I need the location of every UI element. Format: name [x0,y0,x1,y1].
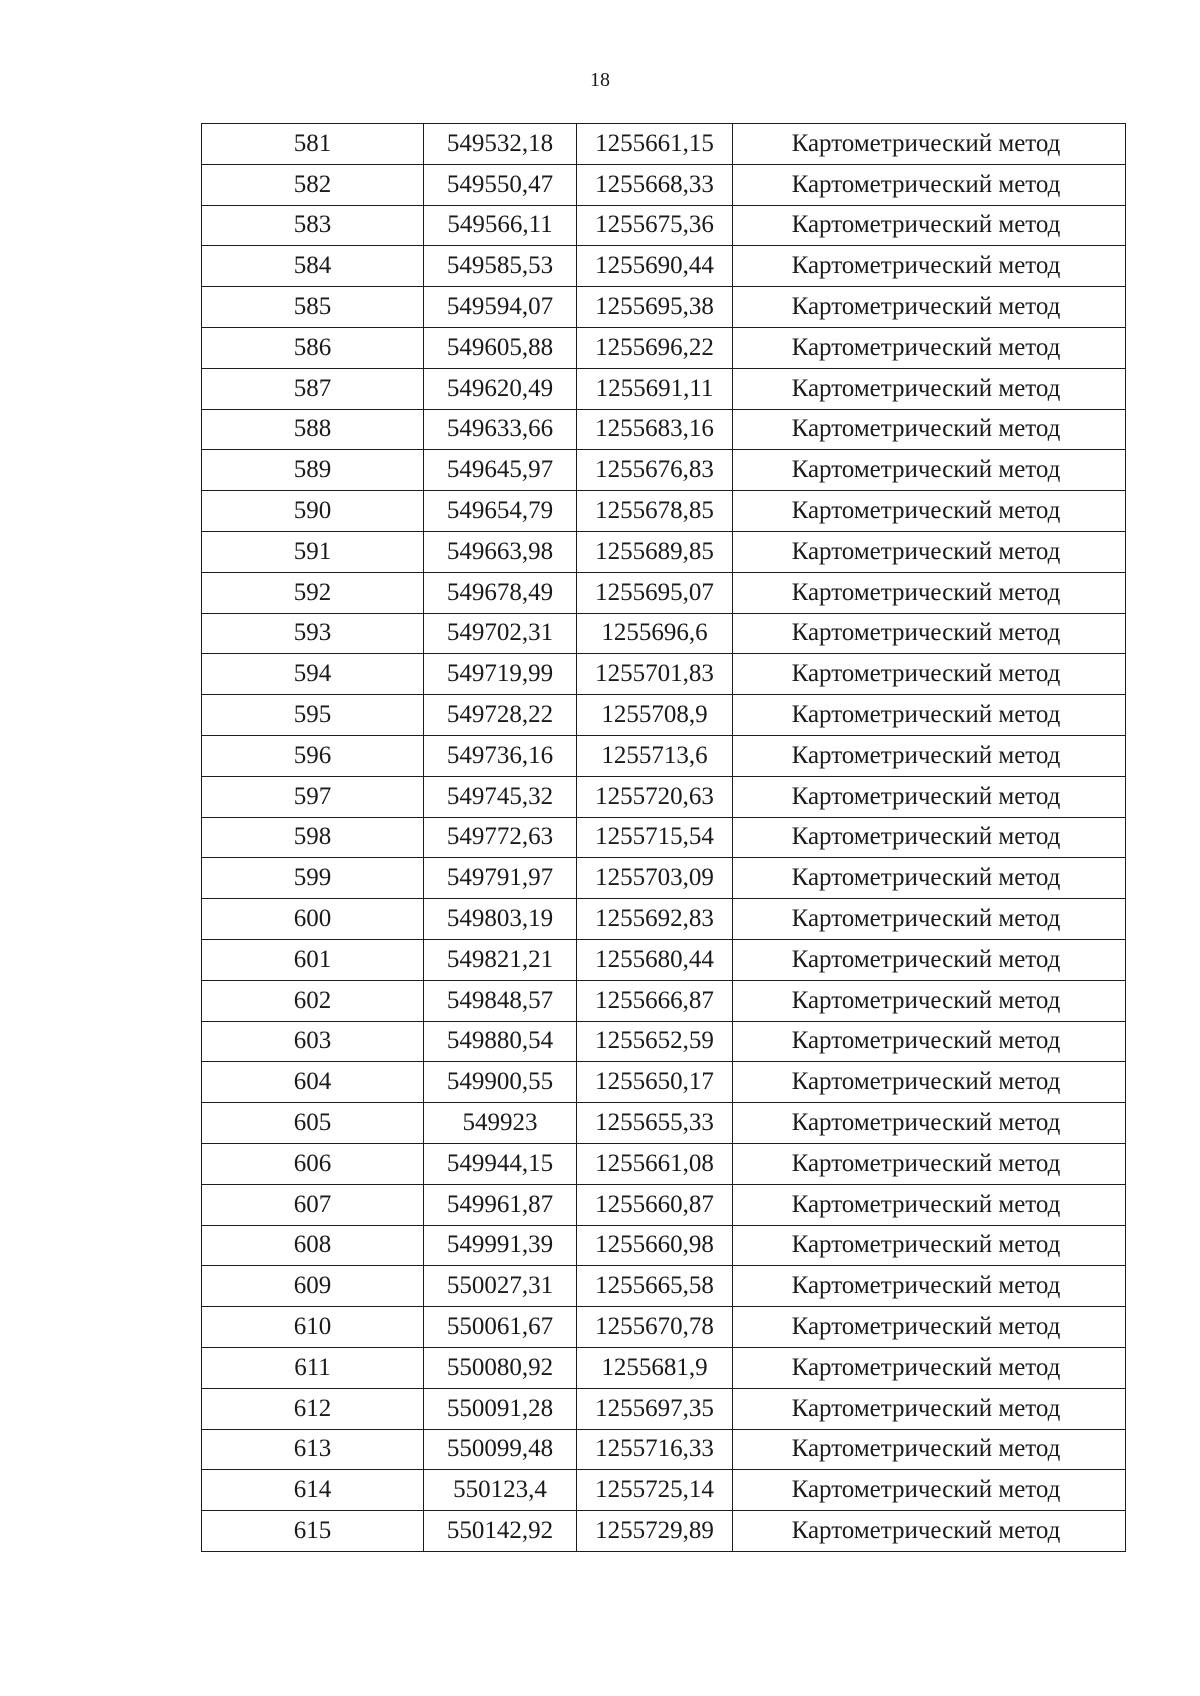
point-number-cell: 615 [202,1511,424,1552]
method-cell: Картометрический метод [733,1062,1126,1103]
point-number-cell: 600 [202,899,424,940]
table-row [202,1021,1126,1062]
x-coordinate-cell: 549645,97 [424,450,577,491]
method-cell: Картометрический метод [733,776,1126,817]
x-coordinate-cell: 550027,31 [424,1266,577,1307]
point-number-cell: 582 [202,164,424,205]
point-number-cell: 609 [202,1266,424,1307]
method-cell: Картометрический метод [733,531,1126,572]
y-coordinate-cell: 1255683,16 [577,409,733,450]
table-row [202,287,1126,328]
y-coordinate-cell: 1255665,58 [577,1266,733,1307]
point-number-cell: 591 [202,531,424,572]
x-coordinate-cell: 549961,87 [424,1184,577,1225]
point-number-cell: 604 [202,1062,424,1103]
table-row [202,409,1126,450]
point-number-cell: 581 [202,124,424,165]
method-cell: Картометрический метод [733,980,1126,1021]
y-coordinate-cell: 1255692,83 [577,899,733,940]
table-row [202,572,1126,613]
point-number-cell: 605 [202,1103,424,1144]
x-coordinate-cell: 549900,55 [424,1062,577,1103]
y-coordinate-cell: 1255703,09 [577,858,733,899]
y-coordinate-cell: 1255697,35 [577,1388,733,1429]
method-cell: Картометрический метод [733,1266,1126,1307]
x-coordinate-cell: 550142,92 [424,1511,577,1552]
x-coordinate-cell: 549594,07 [424,287,577,328]
table-row [202,246,1126,287]
point-number-cell: 602 [202,980,424,1021]
method-cell: Картометрический метод [733,205,1126,246]
table-row [202,1103,1126,1144]
y-coordinate-cell: 1255661,15 [577,124,733,165]
coordinates-table-body [202,124,1126,1552]
point-number-cell: 594 [202,654,424,695]
y-coordinate-cell: 1255696,22 [577,327,733,368]
x-coordinate-cell: 549745,32 [424,776,577,817]
method-cell: Картометрический метод [733,1225,1126,1266]
x-coordinate-cell: 550123,4 [424,1470,577,1511]
coordinates-table [201,123,1126,1552]
method-cell: Картометрический метод [733,735,1126,776]
y-coordinate-cell: 1255678,85 [577,491,733,532]
x-coordinate-cell: 549550,47 [424,164,577,205]
y-coordinate-cell: 1255715,54 [577,817,733,858]
y-coordinate-cell: 1255668,33 [577,164,733,205]
method-cell: Картометрический метод [733,287,1126,328]
method-cell: Картометрический метод [733,1103,1126,1144]
y-coordinate-cell: 1255666,87 [577,980,733,1021]
method-cell: Картометрический метод [733,613,1126,654]
table-row [202,1184,1126,1225]
x-coordinate-cell: 549663,98 [424,531,577,572]
point-number-cell: 603 [202,1021,424,1062]
table-row [202,1143,1126,1184]
table-row [202,1266,1126,1307]
x-coordinate-cell: 549791,97 [424,858,577,899]
table-row [202,1511,1126,1552]
y-coordinate-cell: 1255713,6 [577,735,733,776]
point-number-cell: 583 [202,205,424,246]
y-coordinate-cell: 1255676,83 [577,450,733,491]
point-number-cell: 610 [202,1307,424,1348]
table-row [202,817,1126,858]
table-row [202,491,1126,532]
y-coordinate-cell: 1255660,98 [577,1225,733,1266]
method-cell: Картометрический метод [733,164,1126,205]
y-coordinate-cell: 1255680,44 [577,939,733,980]
method-cell: Картометрический метод [733,1470,1126,1511]
table-row [202,1307,1126,1348]
table-row [202,124,1126,165]
y-coordinate-cell: 1255725,14 [577,1470,733,1511]
table-row [202,735,1126,776]
table-row [202,327,1126,368]
method-cell: Картометрический метод [733,327,1126,368]
x-coordinate-cell: 550061,67 [424,1307,577,1348]
x-coordinate-cell: 550091,28 [424,1388,577,1429]
method-cell: Картометрический метод [733,654,1126,695]
x-coordinate-cell: 549821,21 [424,939,577,980]
y-coordinate-cell: 1255660,87 [577,1184,733,1225]
x-coordinate-cell: 549678,49 [424,572,577,613]
point-number-cell: 598 [202,817,424,858]
table-row [202,939,1126,980]
x-coordinate-cell: 549736,16 [424,735,577,776]
method-cell: Картометрический метод [733,899,1126,940]
method-cell: Картометрический метод [733,858,1126,899]
table-row [202,613,1126,654]
method-cell: Картометрический метод [733,1184,1126,1225]
table-row [202,899,1126,940]
y-coordinate-cell: 1255675,36 [577,205,733,246]
y-coordinate-cell: 1255701,83 [577,654,733,695]
table-row [202,1225,1126,1266]
x-coordinate-cell: 549633,66 [424,409,577,450]
page-number: 18 [590,69,610,91]
point-number-cell: 608 [202,1225,424,1266]
x-coordinate-cell: 550080,92 [424,1347,577,1388]
point-number-cell: 589 [202,450,424,491]
table-row [202,368,1126,409]
x-coordinate-cell: 549944,15 [424,1143,577,1184]
x-coordinate-cell: 549532,18 [424,124,577,165]
method-cell: Картометрический метод [733,572,1126,613]
y-coordinate-cell: 1255696,6 [577,613,733,654]
table-row [202,205,1126,246]
method-cell: Картометрический метод [733,246,1126,287]
y-coordinate-cell: 1255681,9 [577,1347,733,1388]
point-number-cell: 592 [202,572,424,613]
method-cell: Картометрический метод [733,409,1126,450]
point-number-cell: 587 [202,368,424,409]
method-cell: Картометрический метод [733,450,1126,491]
x-coordinate-cell: 549566,11 [424,205,577,246]
table-row [202,1470,1126,1511]
x-coordinate-cell: 549923 [424,1103,577,1144]
method-cell: Картометрический метод [733,1021,1126,1062]
table-row [202,531,1126,572]
point-number-cell: 611 [202,1347,424,1388]
x-coordinate-cell: 549991,39 [424,1225,577,1266]
point-number-cell: 586 [202,327,424,368]
table-row [202,1388,1126,1429]
y-coordinate-cell: 1255708,9 [577,695,733,736]
y-coordinate-cell: 1255655,33 [577,1103,733,1144]
point-number-cell: 614 [202,1470,424,1511]
method-cell: Картометрический метод [733,1388,1126,1429]
point-number-cell: 601 [202,939,424,980]
method-cell: Картометрический метод [733,695,1126,736]
point-number-cell: 590 [202,491,424,532]
point-number-cell: 613 [202,1429,424,1470]
point-number-cell: 606 [202,1143,424,1184]
method-cell: Картометрический метод [733,1307,1126,1348]
table-row [202,654,1126,695]
x-coordinate-cell: 549848,57 [424,980,577,1021]
method-cell: Картометрический метод [733,124,1126,165]
x-coordinate-cell: 549719,99 [424,654,577,695]
table-row [202,1347,1126,1388]
y-coordinate-cell: 1255661,08 [577,1143,733,1184]
y-coordinate-cell: 1255690,44 [577,246,733,287]
method-cell: Картометрический метод [733,368,1126,409]
method-cell: Картометрический метод [733,1143,1126,1184]
y-coordinate-cell: 1255720,63 [577,776,733,817]
point-number-cell: 585 [202,287,424,328]
table-row [202,695,1126,736]
table-row [202,1429,1126,1470]
table-row [202,450,1126,491]
point-number-cell: 612 [202,1388,424,1429]
table-row [202,980,1126,1021]
point-number-cell: 595 [202,695,424,736]
point-number-cell: 584 [202,246,424,287]
point-number-cell: 596 [202,735,424,776]
method-cell: Картометрический метод [733,817,1126,858]
point-number-cell: 607 [202,1184,424,1225]
x-coordinate-cell: 549880,54 [424,1021,577,1062]
y-coordinate-cell: 1255716,33 [577,1429,733,1470]
point-number-cell: 597 [202,776,424,817]
y-coordinate-cell: 1255652,59 [577,1021,733,1062]
x-coordinate-cell: 549654,79 [424,491,577,532]
table-row [202,776,1126,817]
y-coordinate-cell: 1255691,11 [577,368,733,409]
method-cell: Картометрический метод [733,939,1126,980]
y-coordinate-cell: 1255695,07 [577,572,733,613]
table-row [202,164,1126,205]
y-coordinate-cell: 1255670,78 [577,1307,733,1348]
y-coordinate-cell: 1255689,85 [577,531,733,572]
point-number-cell: 588 [202,409,424,450]
x-coordinate-cell: 549728,22 [424,695,577,736]
x-coordinate-cell: 549772,63 [424,817,577,858]
y-coordinate-cell: 1255650,17 [577,1062,733,1103]
x-coordinate-cell: 549605,88 [424,327,577,368]
point-number-cell: 599 [202,858,424,899]
method-cell: Картометрический метод [733,1511,1126,1552]
table-row [202,858,1126,899]
y-coordinate-cell: 1255729,89 [577,1511,733,1552]
x-coordinate-cell: 549803,19 [424,899,577,940]
x-coordinate-cell: 549620,49 [424,368,577,409]
x-coordinate-cell: 549585,53 [424,246,577,287]
y-coordinate-cell: 1255695,38 [577,287,733,328]
method-cell: Картометрический метод [733,1429,1126,1470]
x-coordinate-cell: 550099,48 [424,1429,577,1470]
point-number-cell: 593 [202,613,424,654]
method-cell: Картометрический метод [733,491,1126,532]
method-cell: Картометрический метод [733,1347,1126,1388]
x-coordinate-cell: 549702,31 [424,613,577,654]
table-row [202,1062,1126,1103]
